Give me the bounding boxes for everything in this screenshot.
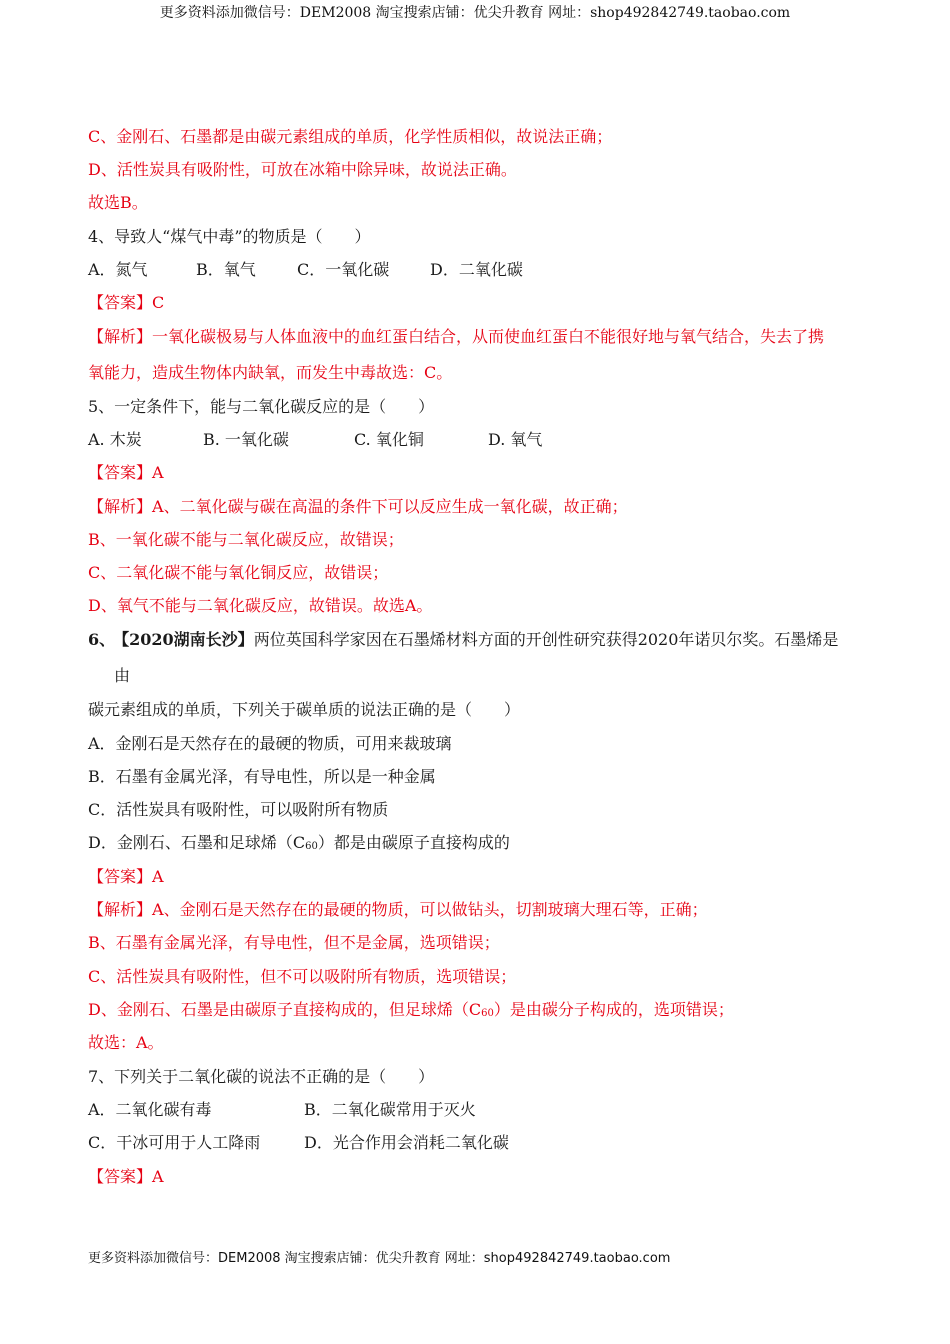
answer-label: 【答案】 [88, 1167, 153, 1186]
q4-analysis-line2: 氧能力，造成生物体内缺氧，而发生中毒故选：C。 [88, 363, 453, 382]
q5-analysis-a: 【解析】A、二氧化碳与碳在高温的条件下可以反应生成一氧化碳，故正确； [88, 497, 628, 516]
q4-option-d: D．二氧化碳 [430, 260, 523, 279]
q7-options-row1 [88, 1099, 476, 1121]
q5-stem: 5、一定条件下，能与二氧化碳反应的是（ ） [88, 397, 435, 416]
answer-label: 【答案】 [88, 867, 153, 886]
q6-option-d: D．金刚石、石墨和足球烯（C60）都是由碳原子直接构成的 [88, 833, 510, 852]
q5-option-c: C. 氧化铜 [354, 430, 424, 449]
q6-analysis-c: C、活性炭具有吸附性，但不可以吸附所有物质，选项错误； [88, 967, 517, 986]
q5-analysis-b: B、一氧化碳不能与二氧化碳反应，故错误； [88, 530, 404, 549]
q5-analysis-c: C、二氧化碳不能与氧化铜反应，故错误； [88, 563, 389, 582]
q7-answer [88, 1166, 164, 1188]
page-footer: 更多资料添加微信号：DEM2008 淘宝搜索店铺：优尖升教育 网址：shop492842749.taobao.com [88, 1251, 671, 1266]
q6-answer [88, 866, 164, 888]
q5-answer [88, 462, 164, 484]
q7-options-row2 [88, 1132, 509, 1154]
prev-analysis-c: C、金刚石、石墨都是由碳元素组成的单质，化学性质相似，故说法正确； [88, 127, 613, 146]
q6-option-c: C．活性炭具有吸附性，可以吸附所有物质 [88, 800, 389, 819]
answer-value: A [152, 463, 164, 482]
q7-stem: 7、下列关于二氧化碳的说法不正确的是（ ） [88, 1067, 435, 1086]
q4-analysis-line1: 【解析】一氧化碳极易与人体血液中的血红蛋白结合，从而使血红蛋白不能很好地与氧气结合，失去了携 [88, 327, 825, 346]
answer-label: 【答案】 [88, 463, 153, 482]
analysis-label: 【解析】 [88, 497, 153, 516]
answer-value: A [152, 1167, 164, 1186]
q4-options [88, 259, 523, 281]
q6-source: 【2020湖南长沙】 [121, 630, 254, 649]
answer-value: C [152, 293, 165, 312]
q5-option-b: B. 一氧化碳 [203, 430, 289, 449]
q4-option-b: B．氧气 [196, 260, 256, 279]
q5-option-d: D. 氧气 [488, 430, 543, 449]
q5-options [88, 429, 542, 451]
prev-analysis-d: D、活性炭具有吸附性，可放在冰箱中除异味，故说法正确。 [88, 160, 517, 179]
q6-stem-line1: 6、 【2020湖南长沙】两位英国科学家因在石墨烯材料方面的开创性研究获得2020年诺贝尔奖。石墨烯是 [88, 630, 839, 649]
q4-option-c: C．一氧化碳 [297, 260, 390, 279]
q6-analysis-d: D、金刚石、石墨是由碳原子直接构成的，但足球烯（C60）是由碳分子构成的，选项错误； [88, 1000, 734, 1019]
q4-option-a: A．氮气 [88, 260, 148, 279]
q6-number: 6、 [88, 630, 116, 649]
q6-option-b: B．石墨有金属光泽，有导电性，所以是一种金属 [88, 767, 436, 786]
q7-option-c: C．干冰可用于人工降雨 [88, 1133, 261, 1152]
subscript-60: 60 [305, 841, 318, 852]
analysis-label: 【解析】 [88, 900, 153, 919]
q7-option-b: B．二氧化碳常用于灭火 [304, 1100, 476, 1119]
q6-analysis-a: 【解析】A、金刚石是天然存在的最硬的物质，可以做钻头，切割玻璃大理石等，正确； [88, 900, 708, 919]
analysis-label: 【解析】 [88, 327, 153, 346]
q5-option-a: A. 木炭 [88, 430, 142, 449]
q4-answer [88, 292, 164, 314]
q6-stem-line3: 碳元素组成的单质，下列关于碳单质的说法正确的是（ ） [88, 700, 521, 719]
page-header: 更多资料添加微信号：DEM2008 淘宝搜索店铺：优尖升教育 网址：shop492842749.taobao.com [159, 5, 791, 21]
q6-conclusion: 故选：A。 [88, 1033, 164, 1052]
q6-stem-line2: 由 [114, 666, 131, 685]
q6-option-a: A．金刚石是天然存在的最硬的物质，可用来裁玻璃 [88, 734, 452, 753]
q5-analysis-d: D、氧气不能与二氧化碳反应，故错误。故选A。 [88, 596, 433, 615]
q7-option-d: D．光合作用会消耗二氧化碳 [304, 1133, 509, 1152]
subscript-60: 60 [481, 1008, 494, 1019]
answer-label: 【答案】 [88, 293, 153, 312]
q7-option-a: A．二氧化碳有毒 [88, 1100, 212, 1119]
prev-conclusion: 故选B。 [88, 193, 148, 212]
q4-stem: 4、导致人“煤气中毒”的物质是（ ） [88, 227, 371, 246]
answer-value: A [152, 867, 164, 886]
q6-analysis-b: B、石墨有金属光泽，有导电性，但不是金属，选项错误； [88, 933, 500, 952]
